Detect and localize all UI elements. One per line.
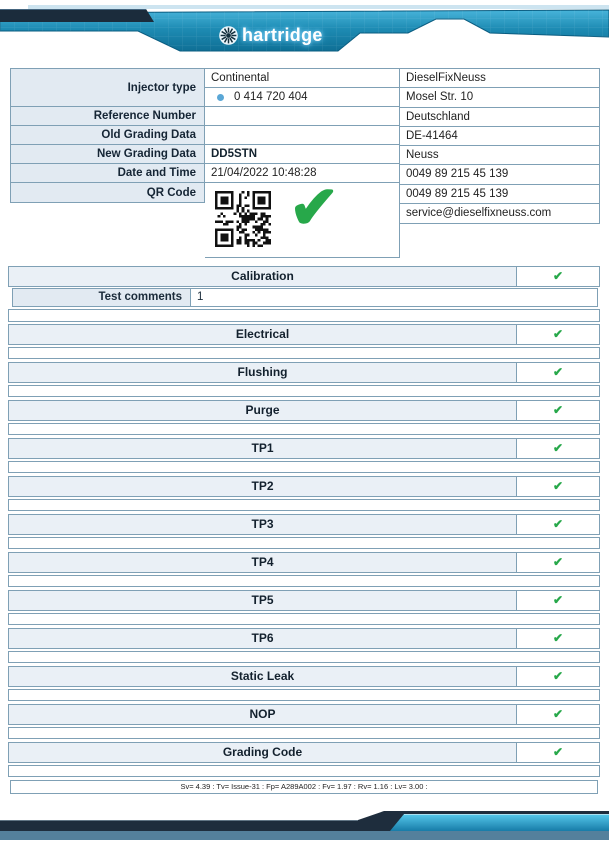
section-status-cell [517,439,599,458]
section-empty-row [8,423,600,435]
test-comments-label: Test comments [13,289,191,306]
check-icon: ✔ [552,517,564,531]
test-section [8,704,600,739]
test-section [8,476,600,511]
new-grading-value: DD5STN [205,145,399,164]
check-icon: ✔ [552,269,564,283]
injector-number-row [205,88,399,107]
section-empty-row [8,765,600,777]
section-status-cell [517,629,599,648]
section-title: TP3 [9,515,517,534]
section-empty-row [8,385,600,397]
contact-row: Deutschland [400,108,599,127]
section-header [8,590,600,611]
section-title: TP4 [9,553,517,572]
test-results [8,266,600,794]
section-header [8,666,600,687]
test-section [8,666,600,701]
contact-column [400,68,600,224]
old-grading-value [205,126,399,145]
value-column [205,68,400,258]
check-icon: ✔ [552,707,564,721]
test-sections [8,324,600,777]
test-section [8,324,600,359]
section-title: NOP [9,705,517,724]
footer-bottom-strip [0,831,609,840]
section-status-cell [517,705,599,724]
label-injector-type: Injector type [11,69,204,107]
label-date-and-time: Date and Time [11,164,204,183]
check-icon: ✔ [552,365,564,379]
calibration-header [8,266,600,287]
section-header [8,324,600,345]
label-column [10,68,205,203]
section-status-cell [517,591,599,610]
section-header [8,400,600,421]
section-title: Electrical [9,325,517,344]
logo-text: hartridge [242,25,323,45]
header-top-strip [28,5,609,9]
section-title: TP6 [9,629,517,648]
impeller-wheel-icon [218,25,239,46]
calibration-empty-row [8,309,600,322]
section-status-cell [517,515,599,534]
section-status-cell [517,553,599,572]
check-icon: ✔ [552,593,564,607]
version-info: Sv= 4.39 : Tv= Issue-31 : Fp= A289A002 : Fv= 1.97 : Rv= 1.16 : Lv= 3.00 : [10,780,598,794]
test-section [8,362,600,397]
contact-row: Mosel Str. 10 [400,88,599,107]
section-status-cell [517,743,599,762]
check-icon: ✔ [552,441,564,455]
check-icon: ✔ [552,403,564,417]
section-header [8,438,600,459]
section-empty-row [8,537,600,549]
contact-row: Neuss [400,146,599,165]
section-header [8,742,600,763]
section-title: TP2 [9,477,517,496]
reference-number-value [205,107,399,126]
section-title: Purge [9,401,517,420]
section-header [8,704,600,725]
footer-banner [0,810,609,849]
section-empty-row [8,689,600,701]
qr-code-image [215,191,271,247]
section-header [8,362,600,383]
section-empty-row [8,727,600,739]
check-icon: ✔ [552,327,564,341]
section-title: TP1 [9,439,517,458]
section-title: Calibration [9,267,517,286]
qr-code-cell [205,174,399,257]
header-navy-bar [0,9,154,22]
test-comments-value: 1 [191,289,597,306]
section-empty-row [8,461,600,473]
section-status-cell [517,363,599,382]
check-icon: ✔ [552,745,564,759]
section-status-cell [517,267,599,286]
section-header [8,552,600,573]
section-title: Grading Code [9,743,517,762]
date-time-value: 21/04/2022 10:48:28 [205,164,399,183]
check-icon: ✔ [552,479,564,493]
section-empty-row [8,613,600,625]
hartridge-logo [218,25,323,46]
pass-check-icon: ✔ [289,174,340,241]
section-status-cell [517,667,599,686]
label-qr-code: QR Code [146,186,196,199]
section-header [8,514,600,535]
injector-make-value: Continental [205,69,399,88]
contact-row: DieselFixNeuss [400,69,599,88]
check-icon: ✔ [552,669,564,683]
contact-row: 0049 89 215 45 139 [400,165,599,184]
section-status-cell [517,401,599,420]
injector-number-value: 0 414 720 404 [234,91,308,103]
section-header [8,628,600,649]
contact-row: 0049 89 215 45 139 [400,185,599,204]
section-empty-row [8,347,600,359]
contact-row: service@dieselfixneuss.com [406,207,552,220]
check-icon: ✔ [552,631,564,645]
contact-row: DE-41464 [400,127,599,146]
test-comments-row [12,288,598,307]
test-section [8,552,600,587]
test-section [8,628,600,663]
section-status-cell [517,477,599,496]
test-section [8,400,600,435]
section-empty-row [8,651,600,663]
section-empty-row [8,499,600,511]
label-new-grading-data: New Grading Data [11,145,204,164]
label-old-grading-data: Old Grading Data [11,126,204,145]
section-title: Flushing [9,363,517,382]
section-title: Static Leak [9,667,517,686]
footer-cyan-band [390,814,609,831]
label-reference-number: Reference Number [11,107,204,126]
test-section [8,438,600,473]
test-section [8,742,600,777]
section-status-cell [517,325,599,344]
test-section [8,514,600,549]
section-header [8,476,600,497]
section-title: TP5 [9,591,517,610]
check-icon: ✔ [552,555,564,569]
bullet-dot-icon [217,94,224,101]
test-section [8,590,600,625]
section-empty-row [8,575,600,587]
